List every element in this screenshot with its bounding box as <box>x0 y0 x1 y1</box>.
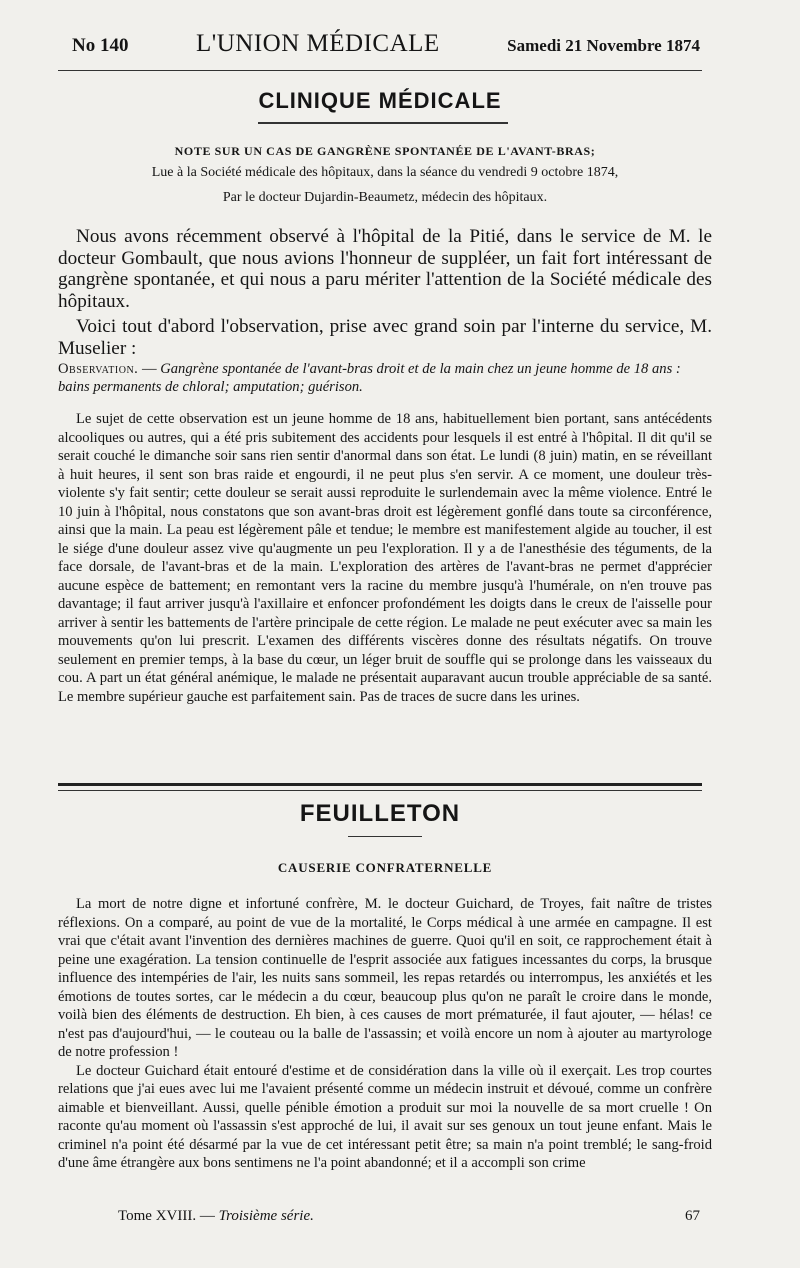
note-title: NOTE SUR UN CAS DE GANGRÈNE SPONTANÉE DE L'AVANT-BRAS; <box>174 144 596 158</box>
intro-paragraph: Nous avons récemment observé à l'hôpital de la Pitié, dans le service de M. le docteur Gombault, que nous avions l'honneur de suppléer, un fait fort intéressant de gangrène spontanée, et qui nous a paru mériter l'attention de la Société médicale des hôpitaux. <box>58 226 712 312</box>
observation-heading: Gangrène spontanée de l'avant-bras droit et de la main chez un jeune homme de 18 ans : bains permanents de chloral; amputation; guérison. <box>58 361 681 395</box>
series: Troisième série. <box>218 1208 314 1224</box>
issue-number: No 140 <box>72 35 129 56</box>
feuilleton-rule-top <box>58 783 702 786</box>
observation-paragraph: Le sujet de cette observation est un jeune homme de 18 ans, habituellement bien portant, sans antécédents alcooliques ou autres, qui a été pris subitement des accidents pour lesquels il est entré à l'hôpital. Il dit qu'il se serait couché le dimanche soir sans rien sentir d'anormal dans son état. Le lundi (8 juin) matin, en se réveillant à huit heures, il sent son bras raide et engourdi, il ne peut plus s'en servir. A ce moment, une douleur très-violente s'y fait sentir; cette douleur se serait aussi reproduite le surlendemain avec la même violence. Entré le 10 juin à l'hôpital, nous constatons que son avant-bras droit est légèrement gonflé dans toute sa circonférence, ainsi que la main. La peau est légèrement pâle et tendue; le membre est manifestement algide au toucher, il est le siége d'une douleur assez vive qu'augmente un peu l'exploration. Il y a de l'anesthésie des téguments, de la face dorsale, de l'avant-bras et de la main. L'exploration des artères de l'avant-bras ne permet d'apprécier aucune espèce de battement; en remontant vers la racine du membre jusqu'à l'humérale, on n'en trouve pas davantage; il faut arriver jusqu'à l'axillaire et enfoncer profondément les doigts dans le creux de l'aisselle pour arriver à sentir les battements de l'artère principale de cette région. Le malade ne peut exécuter avec sa main les mouvements qu'on lui prescrit. L'examen des différents viscères donne des résultats négatifs. On trouve seulement en premier temps, à la base du cœur, un léger bruit de souffle qui se prolonge dans les vaisseaux du cou. A part un état général anémique, le malade ne présentait auparavant aucun trouble appréciable de sa santé. Le membre supérieur gauche est parfaitement sain. Pas de traces de sucre dans les urines. <box>58 411 712 705</box>
issue-date: Samedi 21 Novembre 1874 <box>507 36 700 55</box>
section-underline <box>258 122 508 124</box>
observation-dash: — <box>138 361 161 377</box>
feuilleton-paragraph: La mort de notre digne et infortuné confrère, M. le docteur Guichard, de Troyes, fait naître de tristes réflexions. On a comparé, au point de vue de la mortalité, le Corps médical à une armée en campagne. Il est vrai que c'était avant l'invention des dernières machines de guerre. Quoi qu'il en soit, ce rapprochement était à peine une exagération. La tension continuelle de l'esprit associée aux fatigues incessantes du corps, la brusque influence des intempéries de l'air, les nuits sans sommeil, les repas retardés ou interrompus, les anxiétés et les émotions de toutes sortes, car le médecin a du cœur, beaucoup plus qu'on ne paraît le croire dans le monde, voilà bien des éléments de destruction. Eh bien, à ces causes de mort prématurée, il faut ajouter, — hélas! ce n'est pas d'aujourd'hui, — le couteau ou la balle de l'assassin; et voilà encore un nom à ajouter au martyrologe de notre profession ! <box>58 896 712 1060</box>
feuilleton-rule-bottom <box>58 790 702 791</box>
observation-heading-block <box>58 360 712 396</box>
header-rule <box>58 70 702 71</box>
clinique-section-title: CLINIQUE MÉDICALE <box>258 88 502 113</box>
page-number: 67 <box>685 1208 700 1224</box>
footer-dash: — <box>196 1208 219 1224</box>
feuilleton-section-title: FEUILLETON <box>299 800 461 827</box>
intro-paragraph: Voici tout d'abord l'observation, prise avec grand soin par l'interne du service, M. Muselier : <box>58 316 712 359</box>
observation-body <box>58 410 712 706</box>
observation-label: Observation. <box>58 361 139 377</box>
volume-series <box>118 1208 314 1225</box>
feuilleton-paragraph: Le docteur Guichard était entouré d'estime et de considération dans la ville où il exerçait. Les trop courtes relations que j'ai eues avec lui me l'avaient présenté comme un médecin instruit et dévoué, comme un confrère aimable et bienveillant. Aussi, quelle pénible émotion a produit sur moi la nouvelle de sa mort cruelle ! On raconte qu'au moment où l'assassin s'est approché de lui, il avait sur ses genoux un tout jeune enfant. Mais le criminel n'a point été désarmé par la vue de cet intéressant petit être; sa main n'a point tremblé; le sang-froid d'une âme étrangère aux bons sentimens ne l'a point abandonné; et il a accompli son crime <box>58 1062 712 1171</box>
volume: Tome XVIII. <box>118 1208 197 1224</box>
feuilleton-subtitle: CAUSERIE CONFRATERNELLE <box>277 860 493 875</box>
clinique-intro <box>58 226 712 360</box>
page-footer <box>118 1208 700 1225</box>
journal-title: L'UNION MÉDICALE <box>195 30 440 57</box>
author-line: Par le docteur Dujardin-Beaumetz, médecin des hôpitaux. <box>222 190 548 205</box>
running-head <box>72 30 700 62</box>
feuilleton-body <box>58 895 712 1173</box>
feuilleton-underline <box>348 836 422 837</box>
read-at-society-line: Lue à la Société médicale des hôpitaux, dans la séance du vendredi 9 octobre 1874, <box>151 165 619 180</box>
